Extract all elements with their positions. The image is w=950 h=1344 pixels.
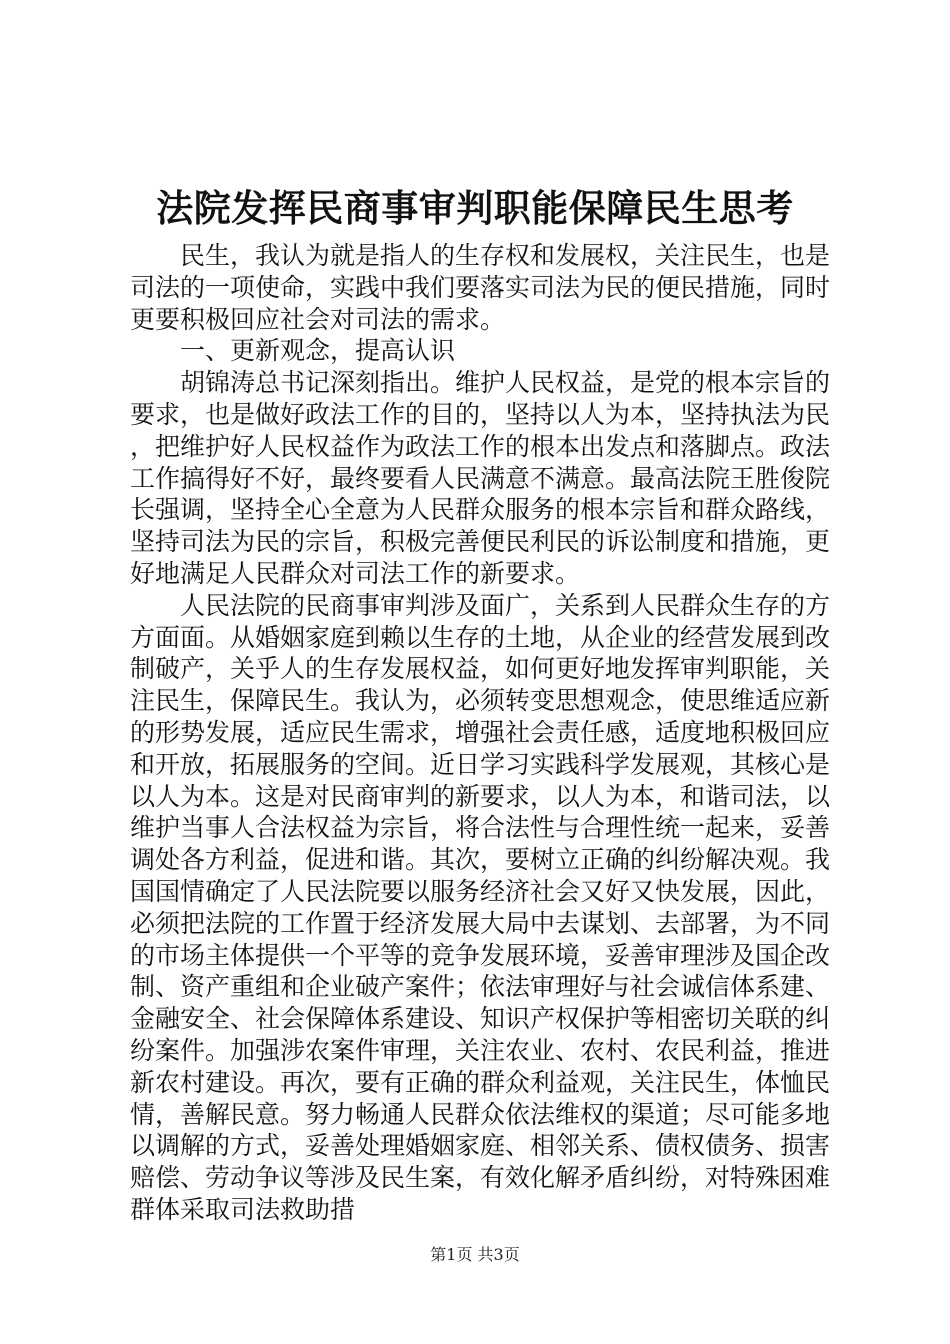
document-body: [130, 240, 830, 1226]
paragraph-intro: 民生，我认为就是指人的生存权和发展权，关注民生，也是司法的一项使命，实践中我们要落实司法为民的便民措施，同时更要积极回应社会对司法的需求。: [130, 241, 831, 334]
paragraph-quote: 胡锦涛总书记深刻指出。维护人民权益，是党的根本宗旨的要求，也是做好政法工作的目的，坚持以人为本，坚持执法为民，把维护好人民权益作为政法工作的根本出发点和落脚点。政法工作搞得好不好，最终要看人民满意不满意。最高法院王胜俊院长强调，坚持全心全意为人民群众服务的根本宗旨和群众路线，坚持司法为民的宗旨，积极完善便民利民的诉讼制度和措施，更好地满足人民群众对司法工作的新要求。: [130, 368, 831, 588]
document-title: 法院发挥民商事审判职能保障民生思考: [156, 186, 794, 230]
page-number-footer: 第1页 共3页: [430, 1245, 520, 1264]
section-heading: 一、更新观念，提高认识: [180, 336, 456, 366]
paragraph-main: 人民法院的民商事审判涉及面广，关系到人民群众生存的方方面面。从婚姻家庭到赖以生存的土地，从企业的经营发展到改制破产，关乎人的生存发展权益，如何更好地发挥审判职能，关注民生，保障民生。我认为，必须转变思想观念，使思维适应新的形势发展，适应民生需求，增强社会责任感，适度地积极回应和开放，拓展服务的空间。近日学习实践科学发展观，其核心是以人为本。这是对民商审判的新要求，以人为本，和谐司法，以维护当事人合法权益为宗旨，将合法性与合理性统一起来，妥善调处各方利益，促进和谐。其次，要树立正确的纠纷解决观。我国国情确定了人民法院要以服务经济社会又好又快发展，因此，必须把法院的工作置于经济发展大局中去谋划、去部署，为不同的市场主体提供一个平等的竞争发展环境，妥善审理涉及国企改制、资产重组和企业破产案件；依法审理好与社会诚信体系建、金融安全、社会保障体系建设、知识产权保护等相密切关联的纠纷案件。加强涉农案件审理，关注农业、农村、农民利益，推进新农村建设。再次，要有正确的群众利益观，关注民生，体恤民情，善解民意。努力畅通人民群众依法维权的渠道；尽可能多地以调解的方式，妥善处理婚姻家庭、相邻关系、债权债务、损害赔偿、劳动争议等涉及民生案，有效化解矛盾纠纷，对特殊困难群体采取司法救助措: [130, 590, 831, 1224]
